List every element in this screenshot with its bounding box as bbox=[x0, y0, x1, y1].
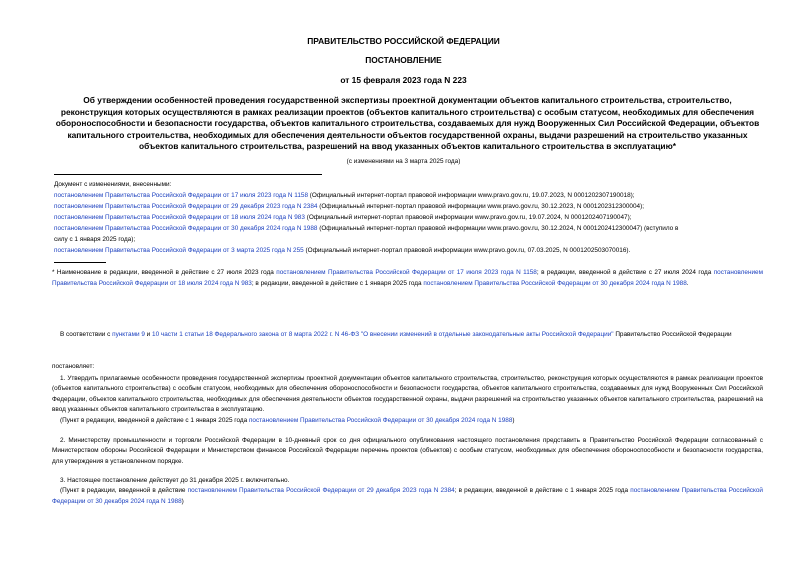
footnote-text: ; в редакции, введенной в действие с 27 июля 2024 года bbox=[536, 269, 714, 276]
document-date-number: от 15 февраля 2023 года N 223 bbox=[340, 75, 467, 85]
item-1 bbox=[52, 374, 763, 426]
amendment-text: (Официальный интернет-портал правовой информации www.pravo.gov.ru, 30.12.2024, N 0001202412300047) (вступило в bbox=[317, 225, 679, 232]
document-title: Об утверждении особенностей проведения государственной экспертизы проектной документации объектов капитального строительства, строительство, реконструкция которых осуществляются в рамках реализации проектов (объектов капитального строительства) с особым статусом, необходимых для обеспечения обороноспособности и безопасности государства, объектов капитального строительства, создаваемых для нужд Вооруженных Сил Российской Федерации, объектов капитального строительства, необходимых для обеспечения деятельности объектов государственной охраны, выдачи разрешений на строительство указанных объектов капитального строительства, разрешений на ввод указанных объектов капитального строительства в эксплуатацию* bbox=[55, 95, 760, 152]
item-3-note bbox=[52, 486, 763, 507]
amendment-text: (Официальный интернет-портал правовой информации www.pravo.gov.ru, 07.03.2025, N 0001202503070016). bbox=[303, 247, 631, 254]
item-2-text: 2. Министерству промышленности и торговли Российской Федерации в 10-дневный срок со дня официального опубликования настоящего постановления представить в Правительство Российской Федерации согласованный с Министерством обороны Российской Федерации и Министерством финансов Российской Федерации перечень проектов (объектов) с особым статусом, необходимых для обеспечения обороноспособности и безопасности государства, для утверждения в установленном порядке. bbox=[52, 437, 763, 465]
note-text: ) bbox=[181, 497, 184, 505]
government-name: ПРАВИТЕЛЬСТВО РОССИЙСКОЙ ФЕДЕРАЦИИ bbox=[307, 36, 500, 46]
amendment-link[interactable]: постановлением Правительства Российской Федерации от 30 декабря 2024 года N 1988 bbox=[54, 225, 318, 232]
decree-word: постановляет: bbox=[52, 363, 95, 370]
amendment-link[interactable]: постановлением Правительства Российской Федерации от 18 июля 2024 года N 983 bbox=[54, 214, 305, 221]
amendment-text: (Официальный интернет-портал правовой информации www.pravo.gov.ru, 19.07.2024, N 0001202407190047); bbox=[304, 214, 632, 221]
item-2 bbox=[52, 436, 763, 467]
footnote-link[interactable]: постановлением Правительства Российской Федерации от 18 июля 2024 года N 983 bbox=[52, 269, 763, 287]
amendments-block bbox=[54, 179, 763, 256]
amendment-item-continued: силу с 1 января 2025 года); bbox=[54, 236, 136, 243]
title-footnote bbox=[52, 268, 763, 289]
amendment-text: (Официальный интернет-портал правовой информации www.pravo.gov.ru, 30.12.2023, N 0001202312300004); bbox=[317, 203, 645, 210]
note-text: ) bbox=[512, 416, 515, 424]
note-link[interactable]: постановлением Правительства Российской Федерации от 29 декабря 2023 года N 2384 bbox=[187, 487, 455, 495]
footnote-text: ; в редакции, введенной в действие с 1 января 2025 года bbox=[251, 279, 424, 287]
footnote-text: . bbox=[686, 279, 689, 287]
footnote-link[interactable]: постановлением Правительства Российской Федерации от 30 декабря 2024 года N 1988 bbox=[423, 279, 687, 287]
item-3-text: 3. Настоящее постановление действует до 31 декабря 2025 г. включительно. bbox=[60, 477, 290, 484]
preamble-text: и bbox=[144, 331, 153, 338]
note-text: (Пункт в редакции, введенной в действие bbox=[60, 487, 188, 495]
law-link[interactable]: 10 части 1 статьи 18 Федерального закона от 8 марта 2022 г. N 46-ФЗ "О внесении изменений в отдельные законодательные акты Российской Федерации" bbox=[152, 331, 614, 338]
divider-top bbox=[54, 174, 322, 175]
preamble-text: Правительство Российской Федерации bbox=[613, 331, 732, 338]
amendments-intro: Документ с изменениями, внесенными: bbox=[54, 181, 172, 188]
amendment-item bbox=[54, 245, 763, 256]
law-link[interactable]: пунктами 9 bbox=[112, 331, 145, 338]
preamble bbox=[52, 330, 763, 340]
amendment-link[interactable]: постановлением Правительства Российской Федерации от 3 марта 2025 года N 255 bbox=[54, 247, 304, 254]
amendment-item bbox=[54, 212, 763, 223]
note-text: (Пункт в редакции, введенной в действие с 1 января 2025 года bbox=[60, 416, 249, 424]
footnote-text: * Наименование в редакции, введенной в действие с 27 июля 2023 года bbox=[52, 269, 277, 276]
amendment-item bbox=[54, 190, 763, 201]
amendment-link[interactable]: постановлением Правительства Российской Федерации от 17 июля 2023 года N 1158 bbox=[54, 192, 308, 199]
document-type: ПОСТАНОВЛЕНИЕ bbox=[365, 55, 442, 65]
note-link[interactable]: постановлением Правительства Российской Федерации от 30 декабря 2024 года N 1988 bbox=[52, 487, 763, 505]
footnote-divider bbox=[54, 262, 106, 263]
preamble-text: В соответствии с bbox=[60, 331, 113, 338]
amendment-item bbox=[54, 223, 763, 234]
item-1-note bbox=[52, 416, 763, 426]
note-text: ; в редакции, введенной в действие с 1 января 2025 года bbox=[454, 487, 631, 495]
item-3 bbox=[52, 476, 763, 507]
footnote-link[interactable]: постановлением Правительства Российской Федерации от 17 июля 2023 года N 1158 bbox=[276, 269, 537, 276]
amendment-item bbox=[54, 201, 763, 212]
item-1-text: 1. Утвердить прилагаемые особенности проведения государственной экспертизы проектной документации объектов капитального строительства, строительство, реконструкция которых осуществляются в рамках реализации проектов (объектов капитального строительства) с особым статусом, необходимых для обеспечения обороноспособности и безопасности государства, объектов капитального строительства, создаваемых для нужд Вооруженных Сил Российской Федерации, объектов капитального строительства, необходимых для обеспечения деятельности объектов государственной охраны, выдачи разрешений на строительство указанных объектов капитального строительства, разрешений на ввод указанных объектов капитального строительства в эксплуатацию. bbox=[52, 375, 763, 414]
changes-note: (с изменениями на 3 марта 2025 года) bbox=[346, 158, 461, 165]
amendment-text: (Официальный интернет-портал правовой информации www.pravo.gov.ru, 19.07.2023, N 0001202307190018); bbox=[308, 192, 635, 199]
note-link[interactable]: постановлением Правительства Российской Федерации от 30 декабря 2024 года N 1988 bbox=[248, 416, 513, 424]
amendment-link[interactable]: постановлением Правительства Российской Федерации от 29 декабря 2023 года N 2384 bbox=[54, 203, 318, 210]
